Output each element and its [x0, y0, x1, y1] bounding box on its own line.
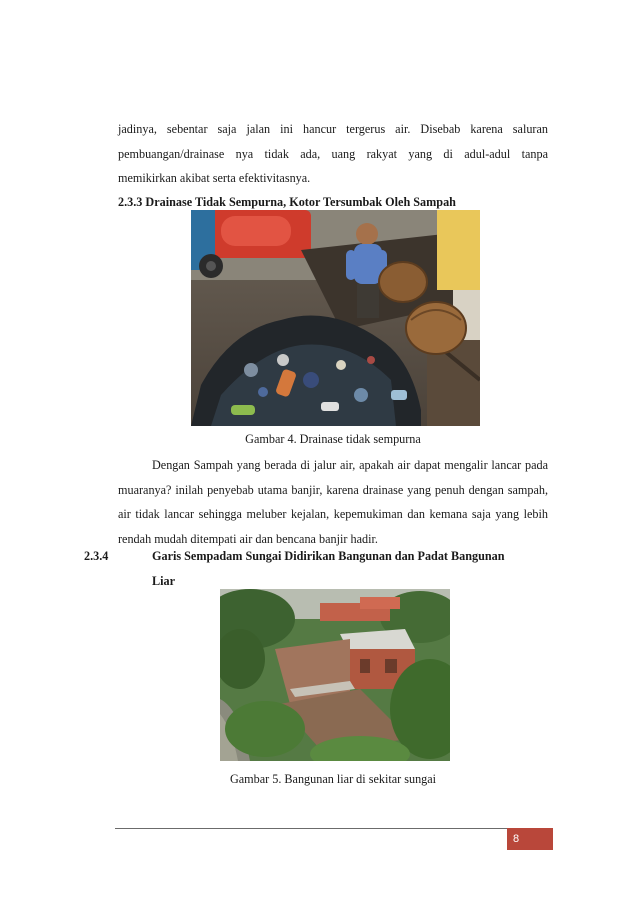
section-number-233: 2.3.3 [118, 195, 143, 209]
section-title-234-line2: Liar [152, 573, 176, 588]
drainage-photo-illustration [191, 210, 480, 426]
intro-line-3: memikirkan akibat serta efektivitasnya. [118, 171, 311, 185]
section-title-233: Drainase Tidak Sempurna, Kotor Tersumbak Oleh Sampah [145, 195, 456, 209]
page-number-badge: 8 [507, 828, 553, 850]
intro-line-2: pembuangan/drainase nya tidak ada, uang rakyat yang di adul-adul tanpa [118, 146, 548, 161]
section-heading-234 [84, 544, 548, 593]
intro-line-1: jadinya, sebentar saja jalan ini hancur tergerus air. Disebab karena saluran [118, 122, 548, 136]
figure-drainage-photo [191, 210, 480, 426]
riverbank-photo-illustration [220, 589, 450, 761]
figure-riverbank-buildings-photo [220, 589, 450, 761]
figure-5-caption: Gambar 5. Bangunan liar di sekitar sungai [229, 772, 437, 786]
section-number-234: 2.3.4 [84, 549, 109, 563]
section-title-234-line1: Garis Sempadam Sungai Didirikan Bangunan dan Padat Bangunan [152, 549, 505, 563]
intro-paragraph [118, 117, 548, 191]
footer-rule [115, 828, 553, 829]
figure-4-caption: Gambar 4. Drainase tidak sempurna [245, 432, 421, 446]
section-233-paragraph: Dengan Sampah yang berada di jalur air, apakah air dapat mengalir lancar pada muaranya? inilah penyebab utama banjir, karena drainase yang penuh dengan sampah, air tidak lancar sehingga meluber kejalan, kepemukiman dan kemana saja yang lebih rendah mudah ditempati air dan bencana banjir hadir. [118, 458, 548, 546]
